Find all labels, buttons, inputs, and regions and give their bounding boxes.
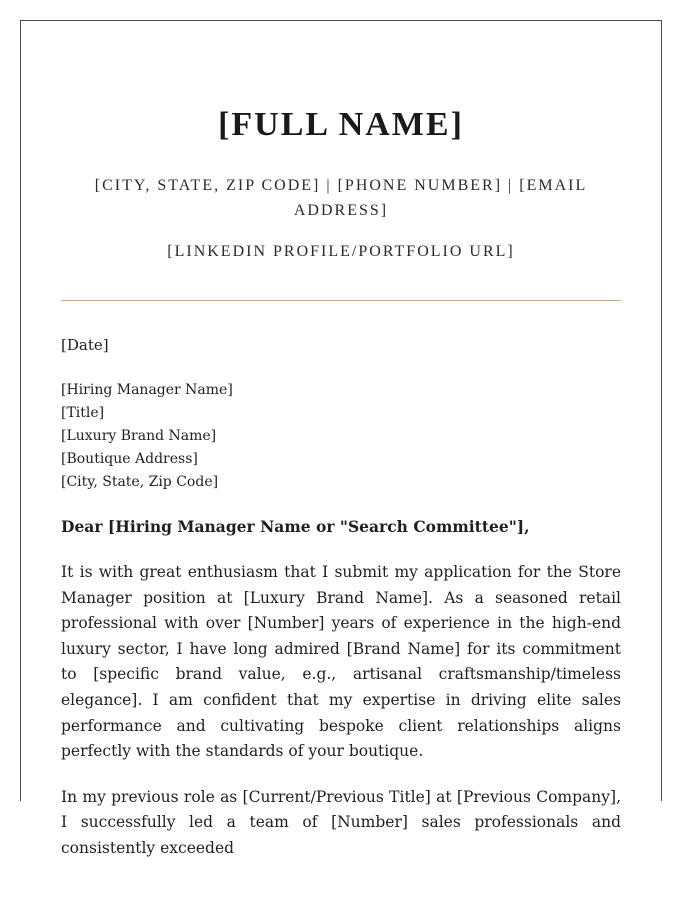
recipient-city: [City, State, Zip Code] <box>61 474 219 490</box>
recipient-company: [Luxury Brand Name] <box>61 428 217 444</box>
linkedin-url: [LINKEDIN PROFILE/PORTFOLIO URL] <box>167 243 515 260</box>
contact-line: [CITY, STATE, ZIP CODE] | [PHONE NUMBER] | [EMAIL ADDRESS] <box>94 177 588 219</box>
recipient-title: [Title] <box>61 405 105 421</box>
header-divider <box>61 300 621 301</box>
full-name-heading: [FULL NAME] <box>218 106 464 143</box>
body-paragraph: It is with great enthusiasm that I submit my application for the Store Manager position at [Luxury Brand Name]. As a seasoned retail professional with over [Number] years of experience in the high-end luxury sector, I have long admired [Brand Name] for its commitment to [specific brand value, e.g., artisanal craftsmanship/timeless elegance]. I am confident that my expertise in driving elite sales performance and cultivating bespoke client relationships aligns perfectly with the standards of your boutique. <box>61 563 621 761</box>
recipient-address: [Boutique Address] <box>61 451 198 467</box>
salutation: Dear [Hiring Manager Name or "Search Committee"], <box>61 517 530 536</box>
recipient-name: [Hiring Manager Name] <box>61 382 233 398</box>
recipient-block <box>61 379 621 494</box>
letter-content <box>61 21 621 862</box>
letter-date: [Date] <box>61 336 109 354</box>
body-paragraph: In my previous role as [Current/Previous Title] at [Previous Company], I successfully led a team of [Number] sales professionals and consistently exceeded <box>61 787 621 857</box>
letter-page <box>20 20 662 857</box>
